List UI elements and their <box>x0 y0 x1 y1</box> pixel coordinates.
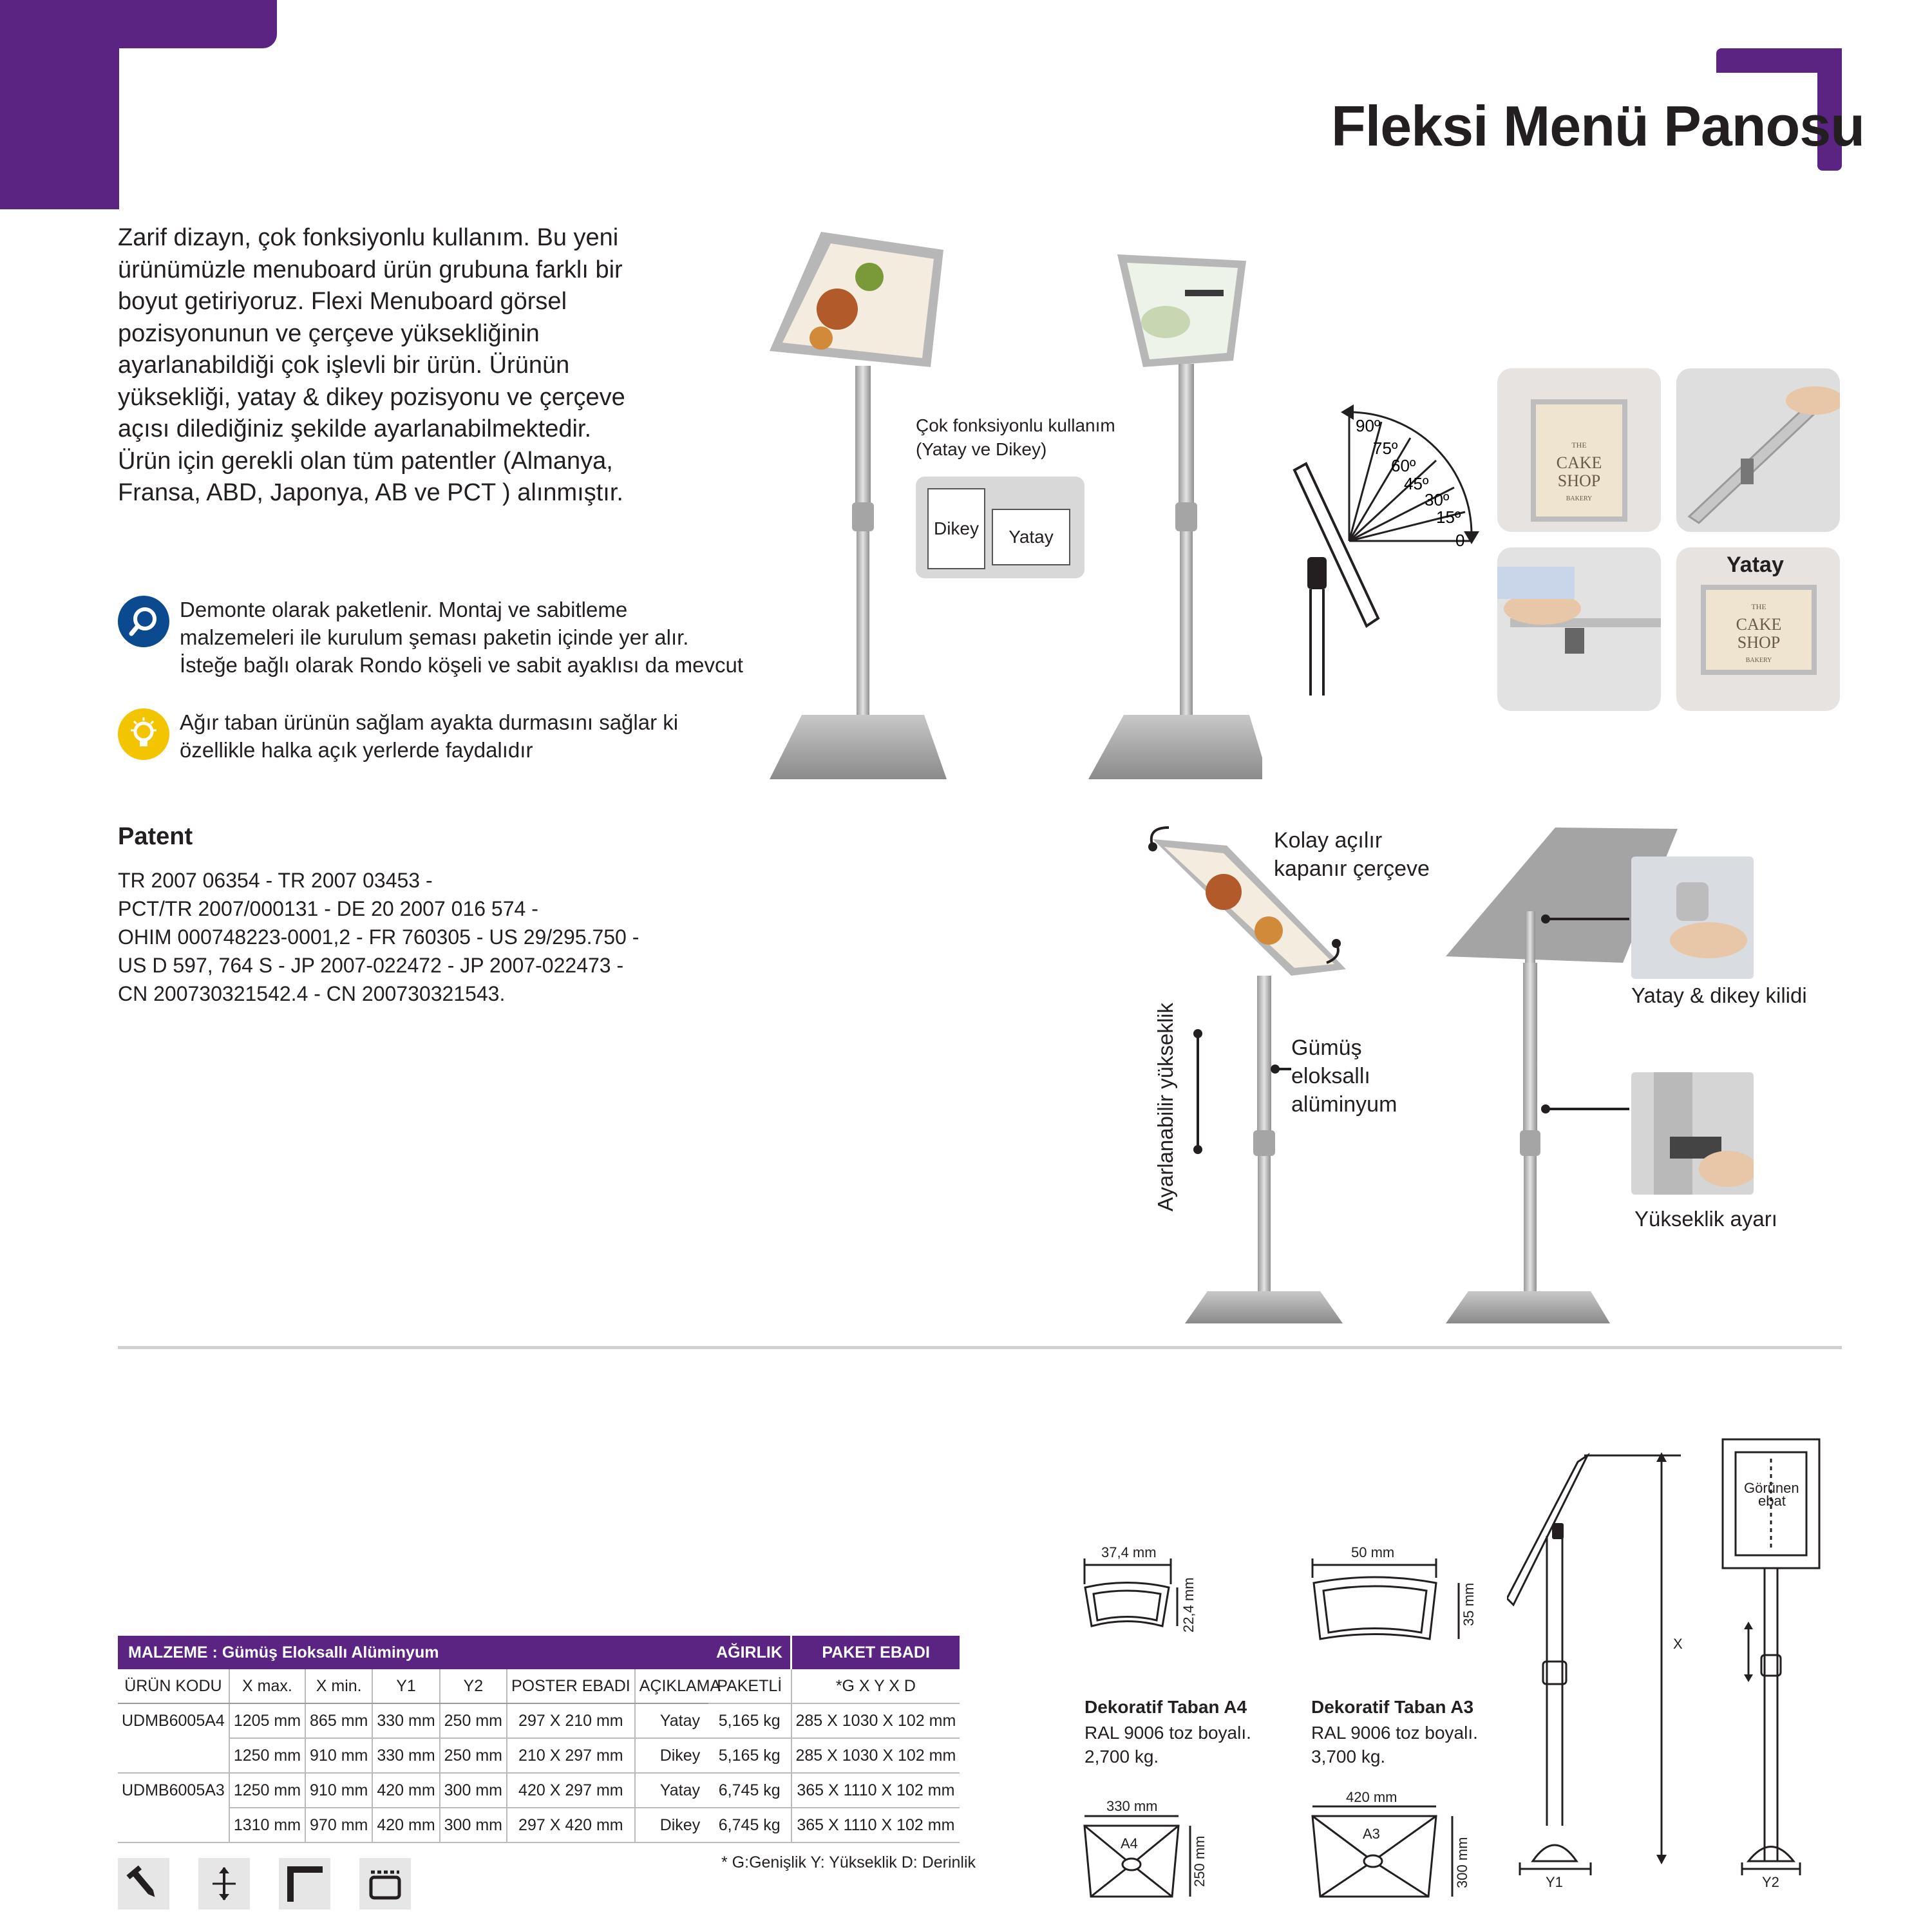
angle-label-0: 0 <box>1455 531 1465 550</box>
table-cell: 365 X 1110 X 102 mm <box>791 1773 960 1808</box>
weight-table <box>708 1636 960 1843</box>
taban-a4-line2: 2,700 kg. <box>1084 1747 1159 1766</box>
table-cell: 297 X 420 mm <box>507 1808 635 1842</box>
yatay-label: Yatay <box>1727 553 1784 577</box>
orientation-box <box>916 477 1084 578</box>
a3-profile-height: 35 mm <box>1461 1582 1477 1626</box>
col-header: Y2 <box>440 1669 507 1703</box>
orientation-yatay-label: Yatay <box>1009 527 1054 547</box>
table-row <box>118 1773 724 1808</box>
col-header: Y1 <box>372 1669 439 1703</box>
patent-line: TR 2007 06354 - TR 2007 03453 - <box>118 869 433 892</box>
table-cell: 5,165 kg <box>708 1703 791 1738</box>
table-cell: 300 mm <box>440 1773 507 1808</box>
patent-list <box>118 866 639 1008</box>
taban-a3-text <box>1311 1721 1478 1768</box>
table-cell: 6,745 kg <box>708 1773 791 1808</box>
spec-table-header: MALZEME : Gümüş Eloksallı Alüminyum <box>118 1636 724 1669</box>
table-cell: 285 X 1030 X 102 mm <box>791 1738 960 1773</box>
taban-a3-title: Dekoratif Taban A3 <box>1311 1697 1474 1717</box>
multi-caption-line1: Çok fonksiyonlu kullanım <box>916 415 1115 435</box>
height-caption: Yükseklik ayarı <box>1634 1207 1777 1231</box>
vertical-height-label: Ayarlanabilir yükseklik <box>1153 1002 1177 1212</box>
taban-a3-line1: RAL 9006 toz boyalı. <box>1311 1723 1478 1743</box>
corner-notch <box>119 48 184 113</box>
table-cell: UDMB6005A4 <box>122 1712 225 1730</box>
angle-label-15: 15º <box>1436 507 1461 527</box>
table-cell: Yatay <box>635 1703 724 1738</box>
cake-shop-text-portrait <box>1537 436 1621 508</box>
table-cell: 910 mm <box>305 1773 372 1808</box>
table-cell: 910 mm <box>305 1738 372 1773</box>
frame-caption-line2: kapanır çerçeve <box>1274 857 1430 881</box>
a4-base-label: A4 <box>1121 1835 1138 1852</box>
angle-label-30: 30º <box>1425 490 1450 509</box>
sign-shop: SHOP <box>1737 633 1781 652</box>
a3-base-width: 420 mm <box>1346 1789 1397 1805</box>
dimension-y2: Y2 <box>1762 1874 1779 1890</box>
sign-bakery: BAKERY <box>1745 657 1772 664</box>
table-cell: 1250 mm <box>229 1738 305 1773</box>
table-cell: 970 mm <box>305 1808 372 1842</box>
table-row <box>708 1773 960 1808</box>
sign-the: THE <box>1751 602 1766 611</box>
multi-caption <box>916 413 1115 461</box>
table-cell: 420 X 297 mm <box>507 1773 635 1808</box>
angle-label-90: 90º <box>1356 416 1381 435</box>
table-cell: 330 mm <box>372 1703 439 1738</box>
section-divider <box>118 1346 1842 1349</box>
table-cell: 6,745 kg <box>708 1808 791 1842</box>
photo-lock-detail <box>1631 857 1754 979</box>
material-line2: eloksallı <box>1291 1064 1370 1088</box>
table-cell: 1310 mm <box>229 1808 305 1842</box>
table-cell <box>118 1738 229 1773</box>
sign-shop: SHOP <box>1557 471 1601 490</box>
patent-line: CN 200730321542.4 - CN 200730321543. <box>118 982 506 1005</box>
info-row-packaging <box>118 596 762 679</box>
corner-decoration-top-left-2 <box>0 48 119 209</box>
photo-dikey-cake-shop <box>1497 368 1661 532</box>
table-cell: 297 X 210 mm <box>507 1703 635 1738</box>
package-header: PAKET EBADI <box>791 1636 960 1669</box>
table-row <box>708 1703 960 1738</box>
taban-a3-line2: 3,700 kg. <box>1311 1747 1386 1766</box>
weight-header: AĞIRLIK <box>708 1636 791 1669</box>
col-header: X max. <box>229 1669 305 1703</box>
intro-paragraph: Zarif dizayn, çok fonksiyonlu kullanım. Bu yeni ürünümüzle menuboard ürün grubuna farklı bir boyut getiriyoruz. Flexi Menuboard görsel pozisyonunun ve çerçeve yüksekliğinin ayarlanabildiği çok işlevli bir ürün. Ürünün yüksekliği, yatay & dikey pozisyonu ve çerçeve açısı dilediğiniz şekilde ayarlanabilmektedir. Ürün için gerekli olan tüm patentler (Almanya, Fransa, ABD, Japonya, AB ve PCT ) alınmıştır. <box>118 224 625 506</box>
table-cell: 250 mm <box>440 1738 507 1773</box>
height-adjust-icon <box>198 1858 250 1909</box>
table-cell: 250 mm <box>440 1703 507 1738</box>
feature-stand-illustrations <box>1133 821 1874 1336</box>
col-header: AÇIKLAMA <box>635 1669 724 1703</box>
table-cell: 330 mm <box>372 1738 439 1773</box>
snap-frame-icon <box>359 1858 411 1909</box>
table-cell: 285 X 1030 X 102 mm <box>791 1703 960 1738</box>
a3-profile-width: 50 mm <box>1351 1544 1395 1560</box>
table-cell: 420 mm <box>372 1808 439 1842</box>
stand-landscape-photo <box>1088 254 1262 779</box>
table-row <box>118 1808 724 1842</box>
patent-line: US D 597, 764 S - JP 2007-022472 - JP 2007-022473 - <box>118 954 624 977</box>
visible-size-label-2: ebat <box>1758 1493 1786 1509</box>
orientation-dikey <box>927 488 985 569</box>
orientation-yatay <box>992 509 1070 565</box>
table-cell: 865 mm <box>305 1703 372 1738</box>
table-cell: 1250 mm <box>229 1773 305 1808</box>
table-cell: 1205 mm <box>229 1703 305 1738</box>
angle-diagram <box>1282 399 1494 708</box>
technical-drawing <box>1507 1436 1842 1919</box>
table-row <box>118 1703 724 1738</box>
table-cell: 365 X 1110 X 102 mm <box>791 1808 960 1842</box>
info-row-base <box>118 708 762 764</box>
a4-profile-width: 37,4 mm <box>1101 1544 1157 1560</box>
info-text-base: Ağır taban ürünün sağlam ayakta durmasını sağlar ki özellikle halka açık yerlerde faydalıdır <box>180 710 679 762</box>
sign-cake: CAKE <box>1736 615 1782 634</box>
table-cell: Yatay <box>635 1773 724 1808</box>
table-cell: UDMB6005A3 <box>122 1781 225 1799</box>
table-cell: 5,165 kg <box>708 1738 791 1773</box>
photo-height-detail <box>1631 1072 1754 1195</box>
patent-heading: Patent <box>118 823 193 850</box>
material-caption <box>1291 1034 1397 1119</box>
angle-label-45: 45º <box>1404 474 1429 493</box>
material-line1: Gümüş <box>1291 1036 1362 1060</box>
table-row <box>118 1738 724 1773</box>
info-text-packaging: Demonte olarak paketlenir. Montaj ve sabitleme malzemeleri ile kurulum şeması paketin içinde yer alır. İsteğe bağlı olarak Rondo köşeli ve sabit ayaklısı da mevcut <box>180 598 743 677</box>
cake-shop-text-landscape <box>1701 598 1817 670</box>
frame-caption-line1: Kolay açılır <box>1274 828 1383 853</box>
photo-hand-opening-frame <box>1497 547 1661 711</box>
col-header: *G X Y X D <box>791 1669 960 1703</box>
orientation-dikey-label: Dikey <box>933 518 979 538</box>
table-cell <box>118 1808 229 1842</box>
table-cell: Dikey <box>635 1738 724 1773</box>
frame-caption <box>1274 826 1430 883</box>
multi-caption-line2: (Yatay ve Dikey) <box>916 439 1047 459</box>
visible-size-label-1: Görünen <box>1744 1480 1799 1496</box>
lightbulb-icon <box>118 708 169 760</box>
footnote: * G:Genişlik Y: Yükseklik D: Derinlik <box>721 1853 976 1871</box>
angle-label-75: 75º <box>1373 439 1398 458</box>
photo-yatay-cake-shop <box>1676 547 1840 711</box>
taban-a4-line1: RAL 9006 toz boyalı. <box>1084 1723 1251 1743</box>
a4-base-height: 250 mm <box>1191 1835 1208 1887</box>
taban-a4-text <box>1084 1721 1251 1768</box>
patent-line: PCT/TR 2007/000131 - DE 20 2007 016 574 - <box>118 897 538 920</box>
lock-caption: Yatay & dikey kilidi <box>1631 983 1807 1007</box>
patent-line: OHIM 000748223-0001,2 - FR 760305 - US 29/295.750 - <box>118 925 639 949</box>
angle-label-60: 60º <box>1391 456 1416 475</box>
sign-the: THE <box>1571 440 1587 450</box>
spec-table <box>118 1636 724 1843</box>
col-header: X min. <box>305 1669 372 1703</box>
screw-icon <box>118 1858 169 1909</box>
a3-base-label: A3 <box>1363 1826 1380 1842</box>
col-header: POSTER EBADI <box>507 1669 635 1703</box>
corner-decoration-top-left <box>0 0 277 48</box>
table-cell: 420 mm <box>372 1773 439 1808</box>
a3-base-height: 300 mm <box>1454 1837 1470 1888</box>
taban-a4-title: Dekoratif Taban A4 <box>1084 1697 1247 1717</box>
dimension-y1: Y1 <box>1546 1874 1563 1890</box>
table-cell: 300 mm <box>440 1808 507 1842</box>
table-row <box>708 1738 960 1773</box>
frame-corner-icon <box>279 1858 330 1909</box>
magnifier-icon <box>118 596 169 647</box>
table-cell: 210 X 297 mm <box>507 1738 635 1773</box>
a4-profile-height: 22,4 mm <box>1180 1577 1197 1633</box>
photo-hand-tilting-frame <box>1676 368 1840 532</box>
material-line3: alüminyum <box>1291 1092 1397 1117</box>
sign-bakery: BAKERY <box>1566 495 1593 502</box>
col-header: PAKETLİ <box>708 1669 791 1703</box>
table-row <box>708 1808 960 1842</box>
page-title: Fleksi Menü Panosu <box>1331 94 1864 158</box>
sign-cake: CAKE <box>1556 453 1602 472</box>
dimension-x: X <box>1673 1636 1683 1652</box>
col-header: ÜRÜN KODU <box>118 1669 229 1703</box>
table-cell: Dikey <box>635 1808 724 1842</box>
a4-base-width: 330 mm <box>1106 1798 1158 1814</box>
